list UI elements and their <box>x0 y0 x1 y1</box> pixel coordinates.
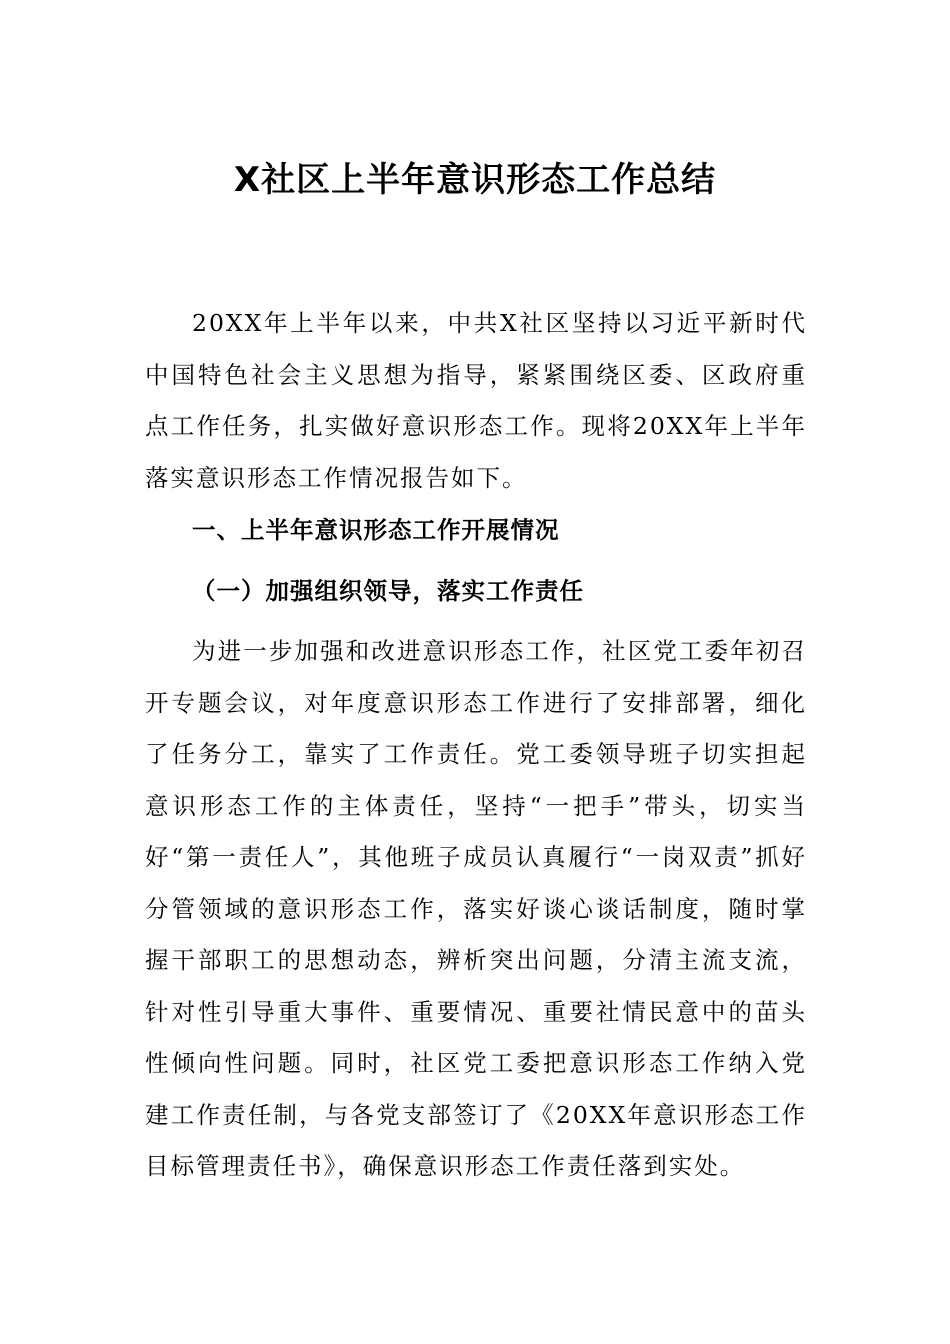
section-heading: 一、上半年意识形态工作开展情况 <box>192 516 560 544</box>
intro-paragraph: 20XX年上半年以来，中共X社区坚持以习近平新时代中国特色社会主义思想为指导，紧紧围绕区委、区政府重点工作任务，扎实做好意识形态工作。现将20XX年上半年落实意识形态工作情况报告如下。 <box>145 309 807 492</box>
subsection-paragraph: 为进一步加强和改进意识形态工作，社区党工委年初召开专题会议，对年度意识形态工作进行了安排部署，细化了任务分工，靠实了工作责任。党工委领导班子切实担起意识形态工作的主体责任，坚持“一把手”带头，切实当好“第一责任人”，其他班子成员认真履行“一岗双责”抓好分管领域的意识形态工作，落实好谈心谈话制度，随时掌握干部职工的思想动态，辨析突出问题，分清主流支流，针对性引导重大事件、重要情况、重要社情民意中的苗头性倾向性问题。同时，社区党工委把意识形态工作纳入党建工作责任制，与各党支部签订了《20XX年意识形态工作目标管理责任书》，确保意识形态工作责任落到实处。 <box>145 637 807 1180</box>
document-title: X社区上半年意识形态工作总结 <box>233 160 717 200</box>
subsection-heading: （一）加强组织领导，落实工作责任 <box>192 577 584 605</box>
